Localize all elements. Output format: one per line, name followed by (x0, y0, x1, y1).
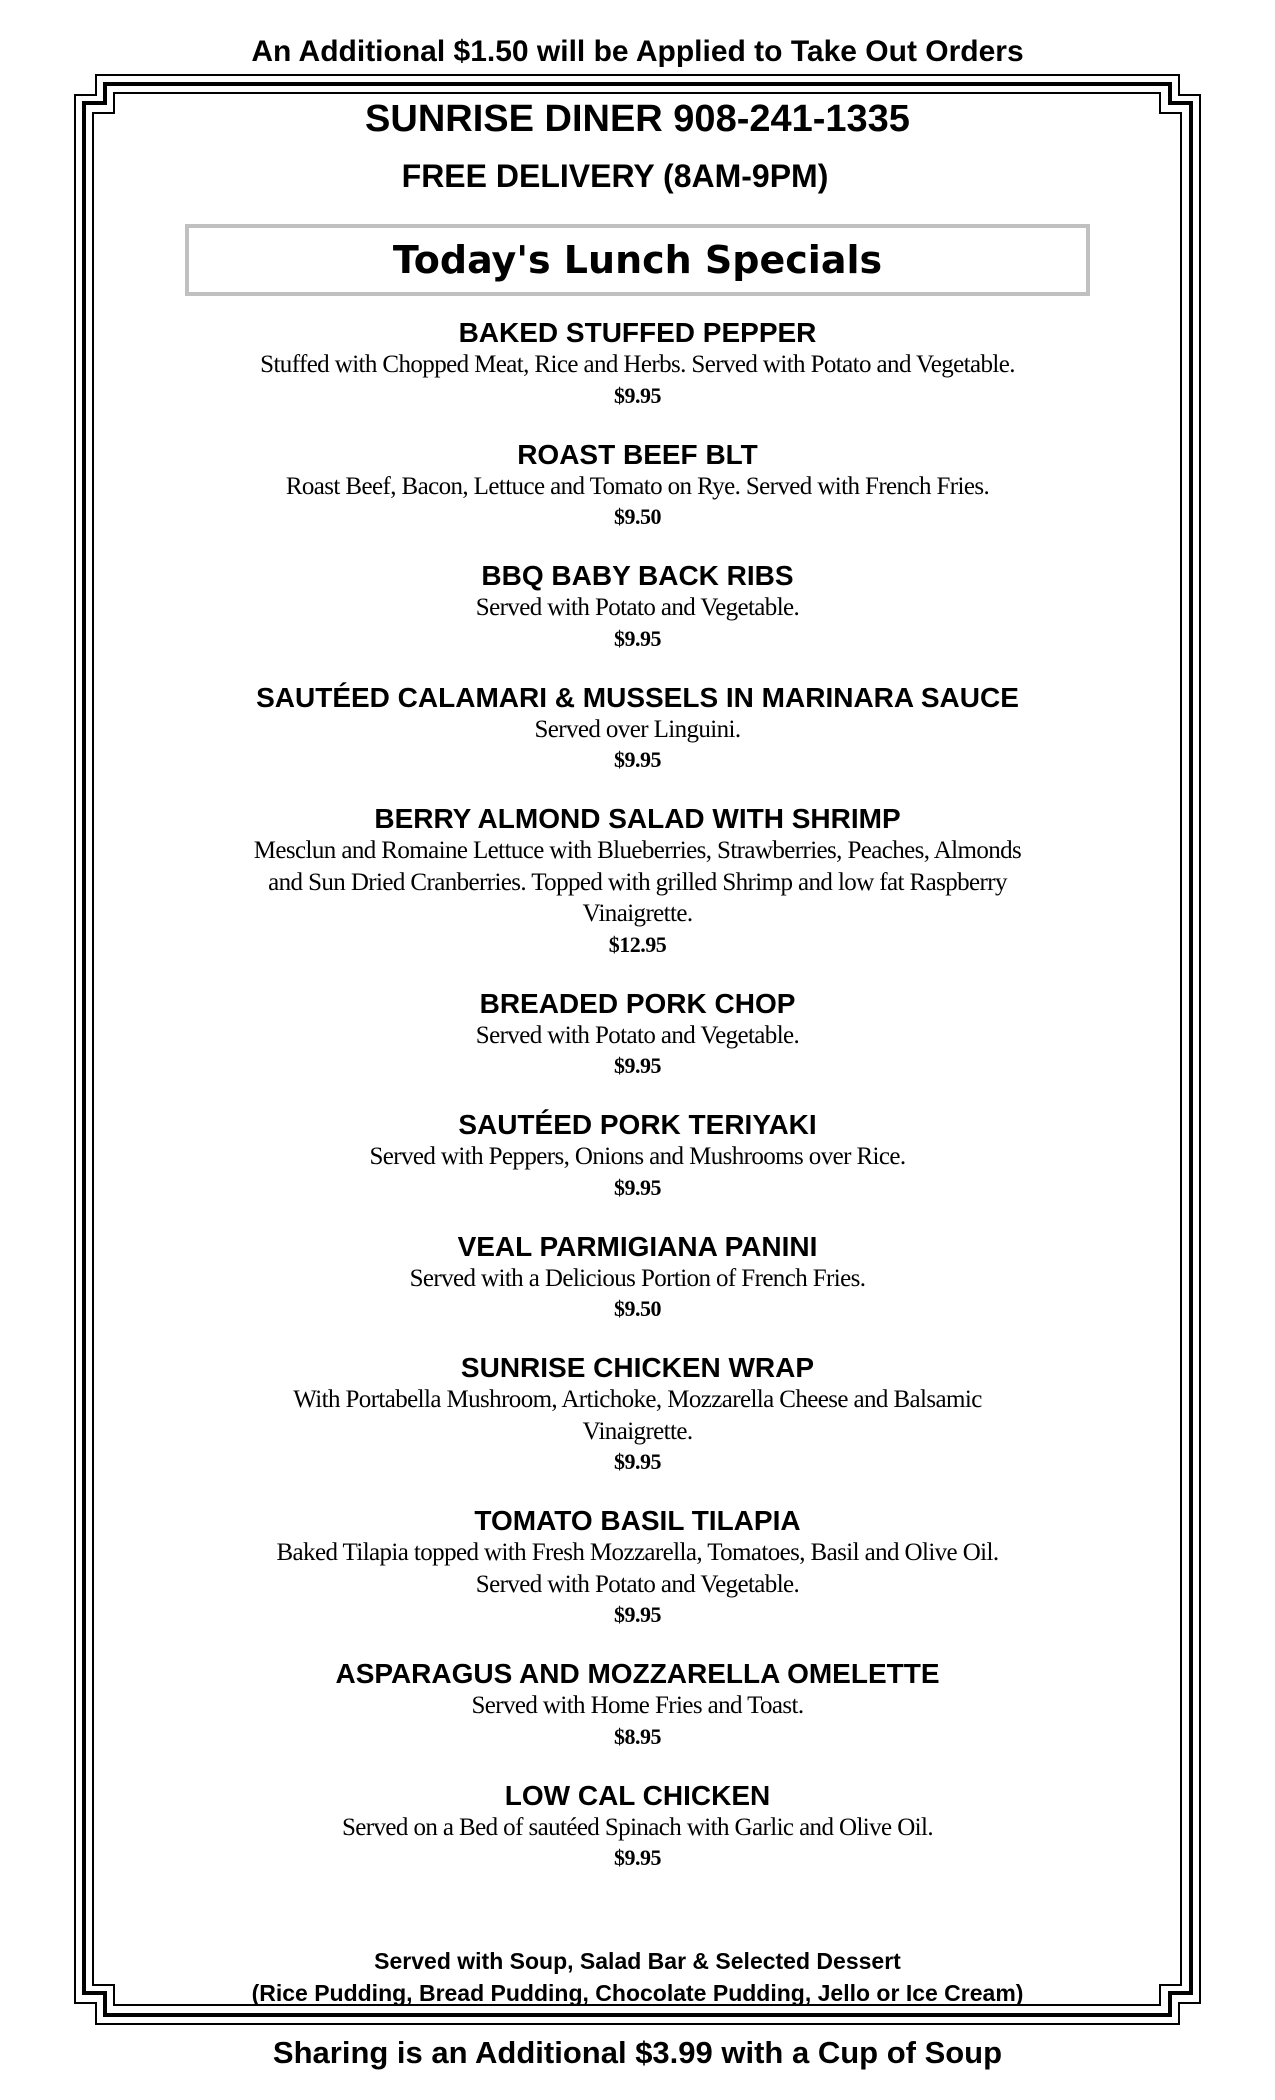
menu-item-price: $9.95 (614, 1174, 661, 1200)
menu-item-name: BAKED STUFFED PEPPER (458, 317, 817, 348)
menu-item-description-line: Served with Peppers, Onions and Mushrooms over Rice. (369, 1143, 906, 1170)
menu-item-description (140, 592, 1135, 624)
delivery-hours: FREE DELIVERY (8AM-9PM) (401, 158, 829, 194)
menu-item-price: $9.95 (614, 747, 661, 772)
menu-item (140, 1351, 1135, 1477)
dessert-options-note: (Rice Pudding, Bread Pudding, Chocolate Pudding, Jello or Ice Cream) (251, 1980, 1024, 2006)
menu-item-description (140, 1263, 1135, 1295)
menu-item-price: $9.95 (614, 1449, 661, 1474)
menu-item-price: $9.95 (614, 625, 661, 651)
menu-item-name: LOW CAL CHICKEN (504, 1779, 771, 1811)
menu-item-description-line: Mesclun and Romaine Lettuce with Blueberries, Strawberries, Peaches, Almonds (253, 837, 1022, 864)
menu-item-price: $9.50 (614, 1296, 661, 1321)
menu-item-description (140, 471, 1135, 503)
menu-item-description-line: Served with Home Fries and Toast. (471, 1692, 804, 1719)
menu-item (140, 802, 1135, 960)
specials-list (140, 316, 1135, 1900)
menu-item (140, 316, 1135, 411)
menu-item-description (140, 1690, 1135, 1722)
menu-item-description-line: Served on a Bed of sautéed Spinach with Garlic and Olive Oil. (341, 1813, 933, 1841)
menu-item (140, 987, 1135, 1082)
menu-item-price: $12.95 (608, 931, 667, 957)
menu-item-description (140, 1384, 1135, 1447)
menu-item-price: $9.95 (614, 1053, 661, 1078)
menu-item-name: ROAST BEEF BLT (517, 438, 758, 470)
menu-item (140, 559, 1135, 654)
menu-item-name: SUNRISE CHICKEN WRAP (460, 1352, 815, 1383)
menu-item (140, 1504, 1135, 1630)
menu-item-description (140, 1020, 1135, 1052)
menu-item-description-line: With Portabella Mushroom, Artichoke, Mozzarella Cheese and Balsamic (293, 1386, 982, 1413)
menu-item-description-line: Baked Tilapia topped with Fresh Mozzarella, Tomatoes, Basil and Olive Oil. (276, 1539, 999, 1566)
menu-item-name: ASPARAGUS AND MOZZARELLA OMELETTE (335, 1658, 940, 1689)
menu-item-description (140, 714, 1135, 746)
menu-item (140, 1657, 1135, 1752)
menu-item-price: $9.50 (614, 504, 661, 529)
menu-item-description-line: Stuffed with Chopped Meat, Rice and Herbs. Served with Potato and Vegetable. (260, 351, 1015, 378)
menu-item-price: $8.95 (614, 1723, 661, 1749)
menu-item-description-line: Served with a Delicious Portion of French Fries. (409, 1264, 866, 1292)
menu-item-description (140, 1537, 1135, 1600)
menu-item-name: VEAL PARMIGIANA PANINI (457, 1230, 818, 1262)
diner-name-phone: SUNRISE DINER 908-241-1335 (365, 98, 910, 140)
specials-title-box (185, 224, 1090, 296)
menu-item-description-line: Vinaigrette. (582, 900, 693, 927)
menu-item-description (140, 1812, 1135, 1844)
menu-item (140, 1779, 1135, 1874)
menu-item-name: SAUTÉED CALAMARI & MUSSELS IN MARINARA SAUCE (256, 681, 1019, 713)
menu-item-description-line: and Sun Dried Cranberries. Topped with grilled Shrimp and low fat Raspberry (268, 868, 1007, 896)
sharing-notice: Sharing is an Additional $3.99 with a Cup of Soup (272, 2035, 1003, 2070)
takeout-notice: An Additional $1.50 will be Applied to Take Out Orders (251, 35, 1024, 68)
menu-item-description-line: Served with Potato and Vegetable. (475, 594, 800, 621)
menu-item-name: BREADED PORK CHOP (479, 987, 796, 1019)
menu-item-description-line: Served with Potato and Vegetable. (475, 1021, 800, 1049)
menu-item (140, 1230, 1135, 1325)
menu-item (140, 1108, 1135, 1203)
page-title: Today's Lunch Specials (392, 238, 883, 282)
served-with-note: Served with Soup, Salad Bar & Selected Dessert (374, 1948, 901, 1974)
menu-item-description (140, 1141, 1135, 1173)
menu-item-price: $9.95 (614, 382, 661, 408)
menu-item-name: BBQ BABY BACK RIBS (481, 560, 794, 591)
menu-item-name: TOMATO BASIL TILAPIA (474, 1505, 801, 1536)
menu-item-price: $9.95 (614, 1845, 661, 1870)
menu-item (140, 438, 1135, 533)
menu-item (140, 681, 1135, 776)
menu-item-description (140, 349, 1135, 381)
menu-item-description-line: Served over Linguini. (534, 715, 741, 743)
menu-item-name: BERRY ALMOND SALAD WITH SHRIMP (374, 803, 901, 834)
menu-item-description (140, 835, 1135, 930)
menu-item-name: SAUTÉED PORK TERIYAKI (458, 1109, 817, 1140)
menu-item-description-line: Served with Potato and Vegetable. (475, 1570, 800, 1598)
menu-item-description-line: Vinaigrette. (582, 1417, 693, 1445)
menu-item-description-line: Roast Beef, Bacon, Lettuce and Tomato on Rye. Served with French Fries. (285, 472, 990, 500)
menu-item-price: $9.95 (614, 1602, 661, 1627)
